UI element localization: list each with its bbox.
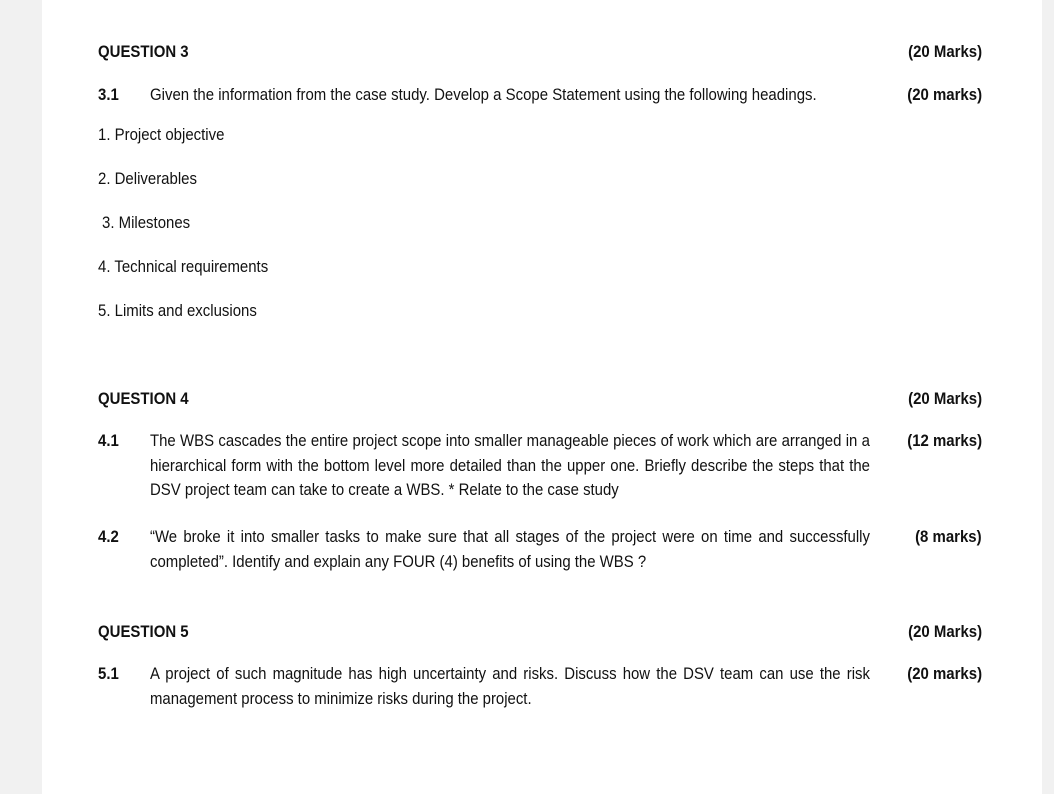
question-5-marks: (20 Marks)	[907, 622, 982, 641]
scope-heading-2: 2. Deliverables	[98, 169, 197, 188]
question-3-marks: (20 Marks)	[907, 42, 982, 61]
question-4-title: QUESTION 4	[98, 389, 189, 408]
question-5-title: QUESTION 5	[98, 622, 189, 641]
question-5-1-text: A project of such magnitude has high uncertainty and risks. Discuss how the DSV team can use the risk management process to minimize risks during the project.	[150, 664, 870, 708]
question-4-1-number: 4.1	[98, 431, 119, 450]
question-3-1-marks: (20 marks)	[907, 85, 982, 104]
question-4-2-text: “We broke it into smaller tasks to make sure that all stages of the project were on time and successfully completed”. Identify and explain any FOUR (4) benefits of using the WBS ?	[150, 527, 870, 571]
question-5-1-marks: (20 marks)	[907, 664, 982, 683]
document-page	[42, 0, 1042, 794]
scrollbar[interactable]	[1042, 0, 1054, 794]
question-3-1-text: Given the information from the case study. Develop a Scope Statement using the following headings.	[150, 85, 817, 104]
question-5-1-number: 5.1	[98, 664, 119, 683]
question-4-2-number: 4.2	[98, 527, 119, 546]
scope-heading-5: 5. Limits and exclusions	[98, 301, 257, 320]
question-4-marks: (20 Marks)	[907, 389, 982, 408]
question-4-1-text: The WBS cascades the entire project scope into smaller manageable pieces of work which are arranged in a hierarchical form with the bottom level more detailed than the upper one. Briefly describe the steps that the DSV project team can take to create a WBS. * Relate to the case study	[150, 431, 870, 499]
question-4-1-marks: (12 marks)	[907, 431, 982, 450]
scope-heading-1: 1. Project objective	[98, 125, 225, 144]
question-3-1-number: 3.1	[98, 85, 119, 104]
scope-heading-4: 4. Technical requirements	[98, 257, 269, 276]
question-4-2-marks: (8 marks)	[915, 527, 982, 546]
question-3-title: QUESTION 3	[98, 42, 189, 61]
scope-heading-3: 3. Milestones	[102, 213, 191, 232]
